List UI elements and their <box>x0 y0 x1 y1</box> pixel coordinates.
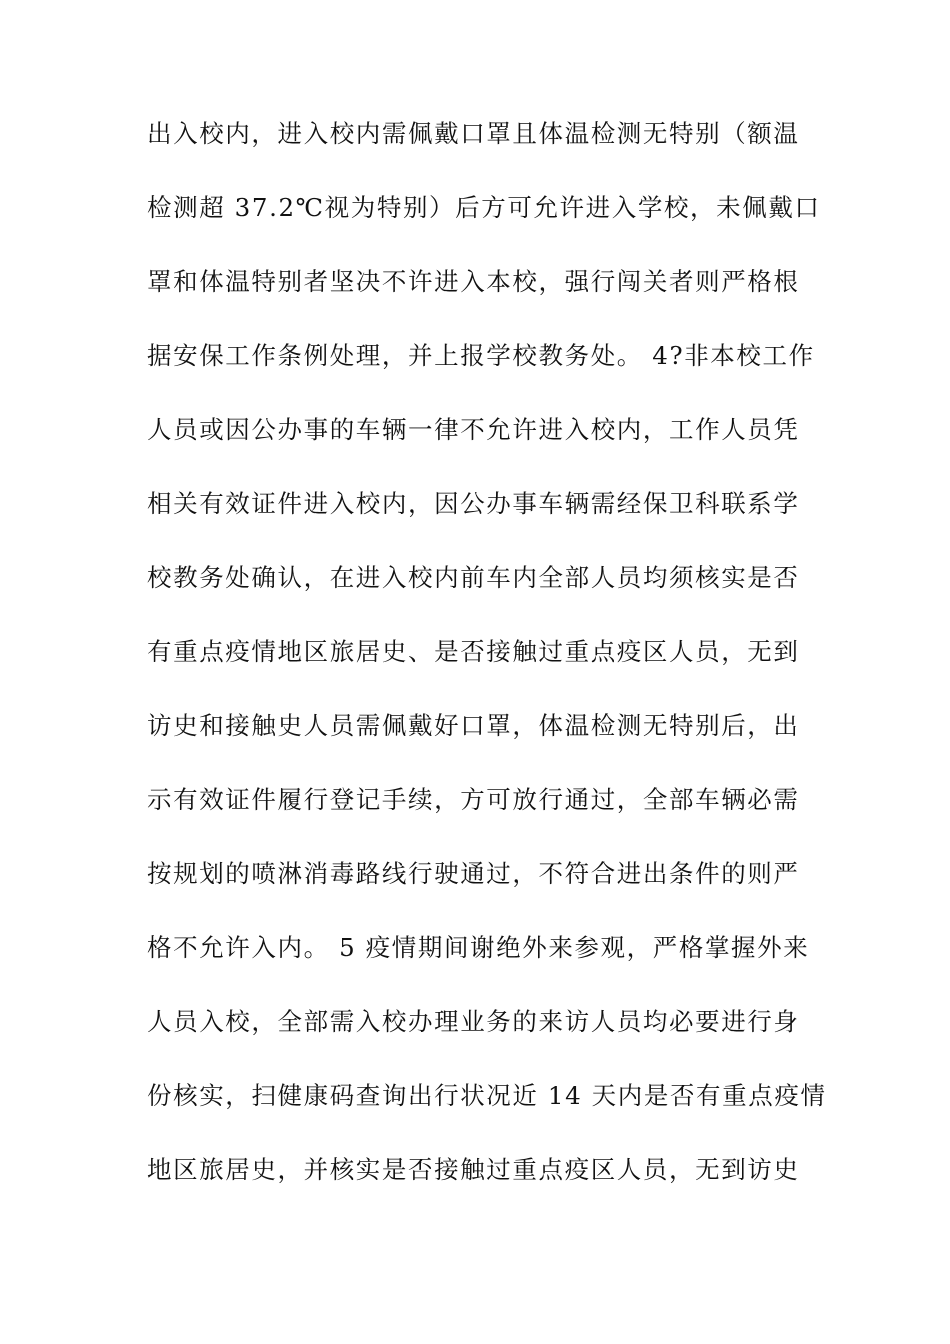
text-line: 罩和体温特别者坚决不许进入本校，强行闯关者则严格根 <box>147 267 800 296</box>
text-line: 出入校内，进入校内需佩戴口罩且体温检测无特别（额温 <box>147 119 800 148</box>
text-line: 检测超 37.2℃视为特别）后方可允许进入学校，未佩戴口 <box>147 193 821 222</box>
text-line: 校教务处确认，在进入校内前车内全部人员均须核实是否 <box>147 563 800 592</box>
text-line: 人员入校，全部需入校办理业务的来访人员均必要进行身 <box>147 1007 800 1036</box>
text-line: 格不允许入内。 5 疫情期间谢绝外来参观，严格掌握外来 <box>147 933 810 962</box>
text-line: 按规划的喷淋消毒路线行驶通过，不符合进出条件的则严 <box>147 859 800 888</box>
text-line: 人员或因公办事的车辆一律不允许进入校内，工作人员凭 <box>147 415 800 444</box>
text-line: 地区旅居史，并核实是否接触过重点疫区人员，无到访史 <box>147 1155 800 1184</box>
text-line: 据安保工作条例处理，并上报学校教务处。 4?非本校工作 <box>147 341 815 370</box>
text-line: 份核实，扫健康码查询出行状况近 14 天内是否有重点疫情 <box>147 1081 827 1110</box>
text-line: 相关有效证件进入校内，因公办事车辆需经保卫科联系学 <box>147 489 800 518</box>
text-line: 示有效证件履行登记手续，方可放行通过，全部车辆必需 <box>147 785 800 814</box>
body-text <box>147 110 827 1220</box>
text-line: 访史和接触史人员需佩戴好口罩，体温检测无特别后，出 <box>147 711 800 740</box>
text-line: 有重点疫情地区旅居史、是否接触过重点疫区人员，无到 <box>147 637 800 666</box>
